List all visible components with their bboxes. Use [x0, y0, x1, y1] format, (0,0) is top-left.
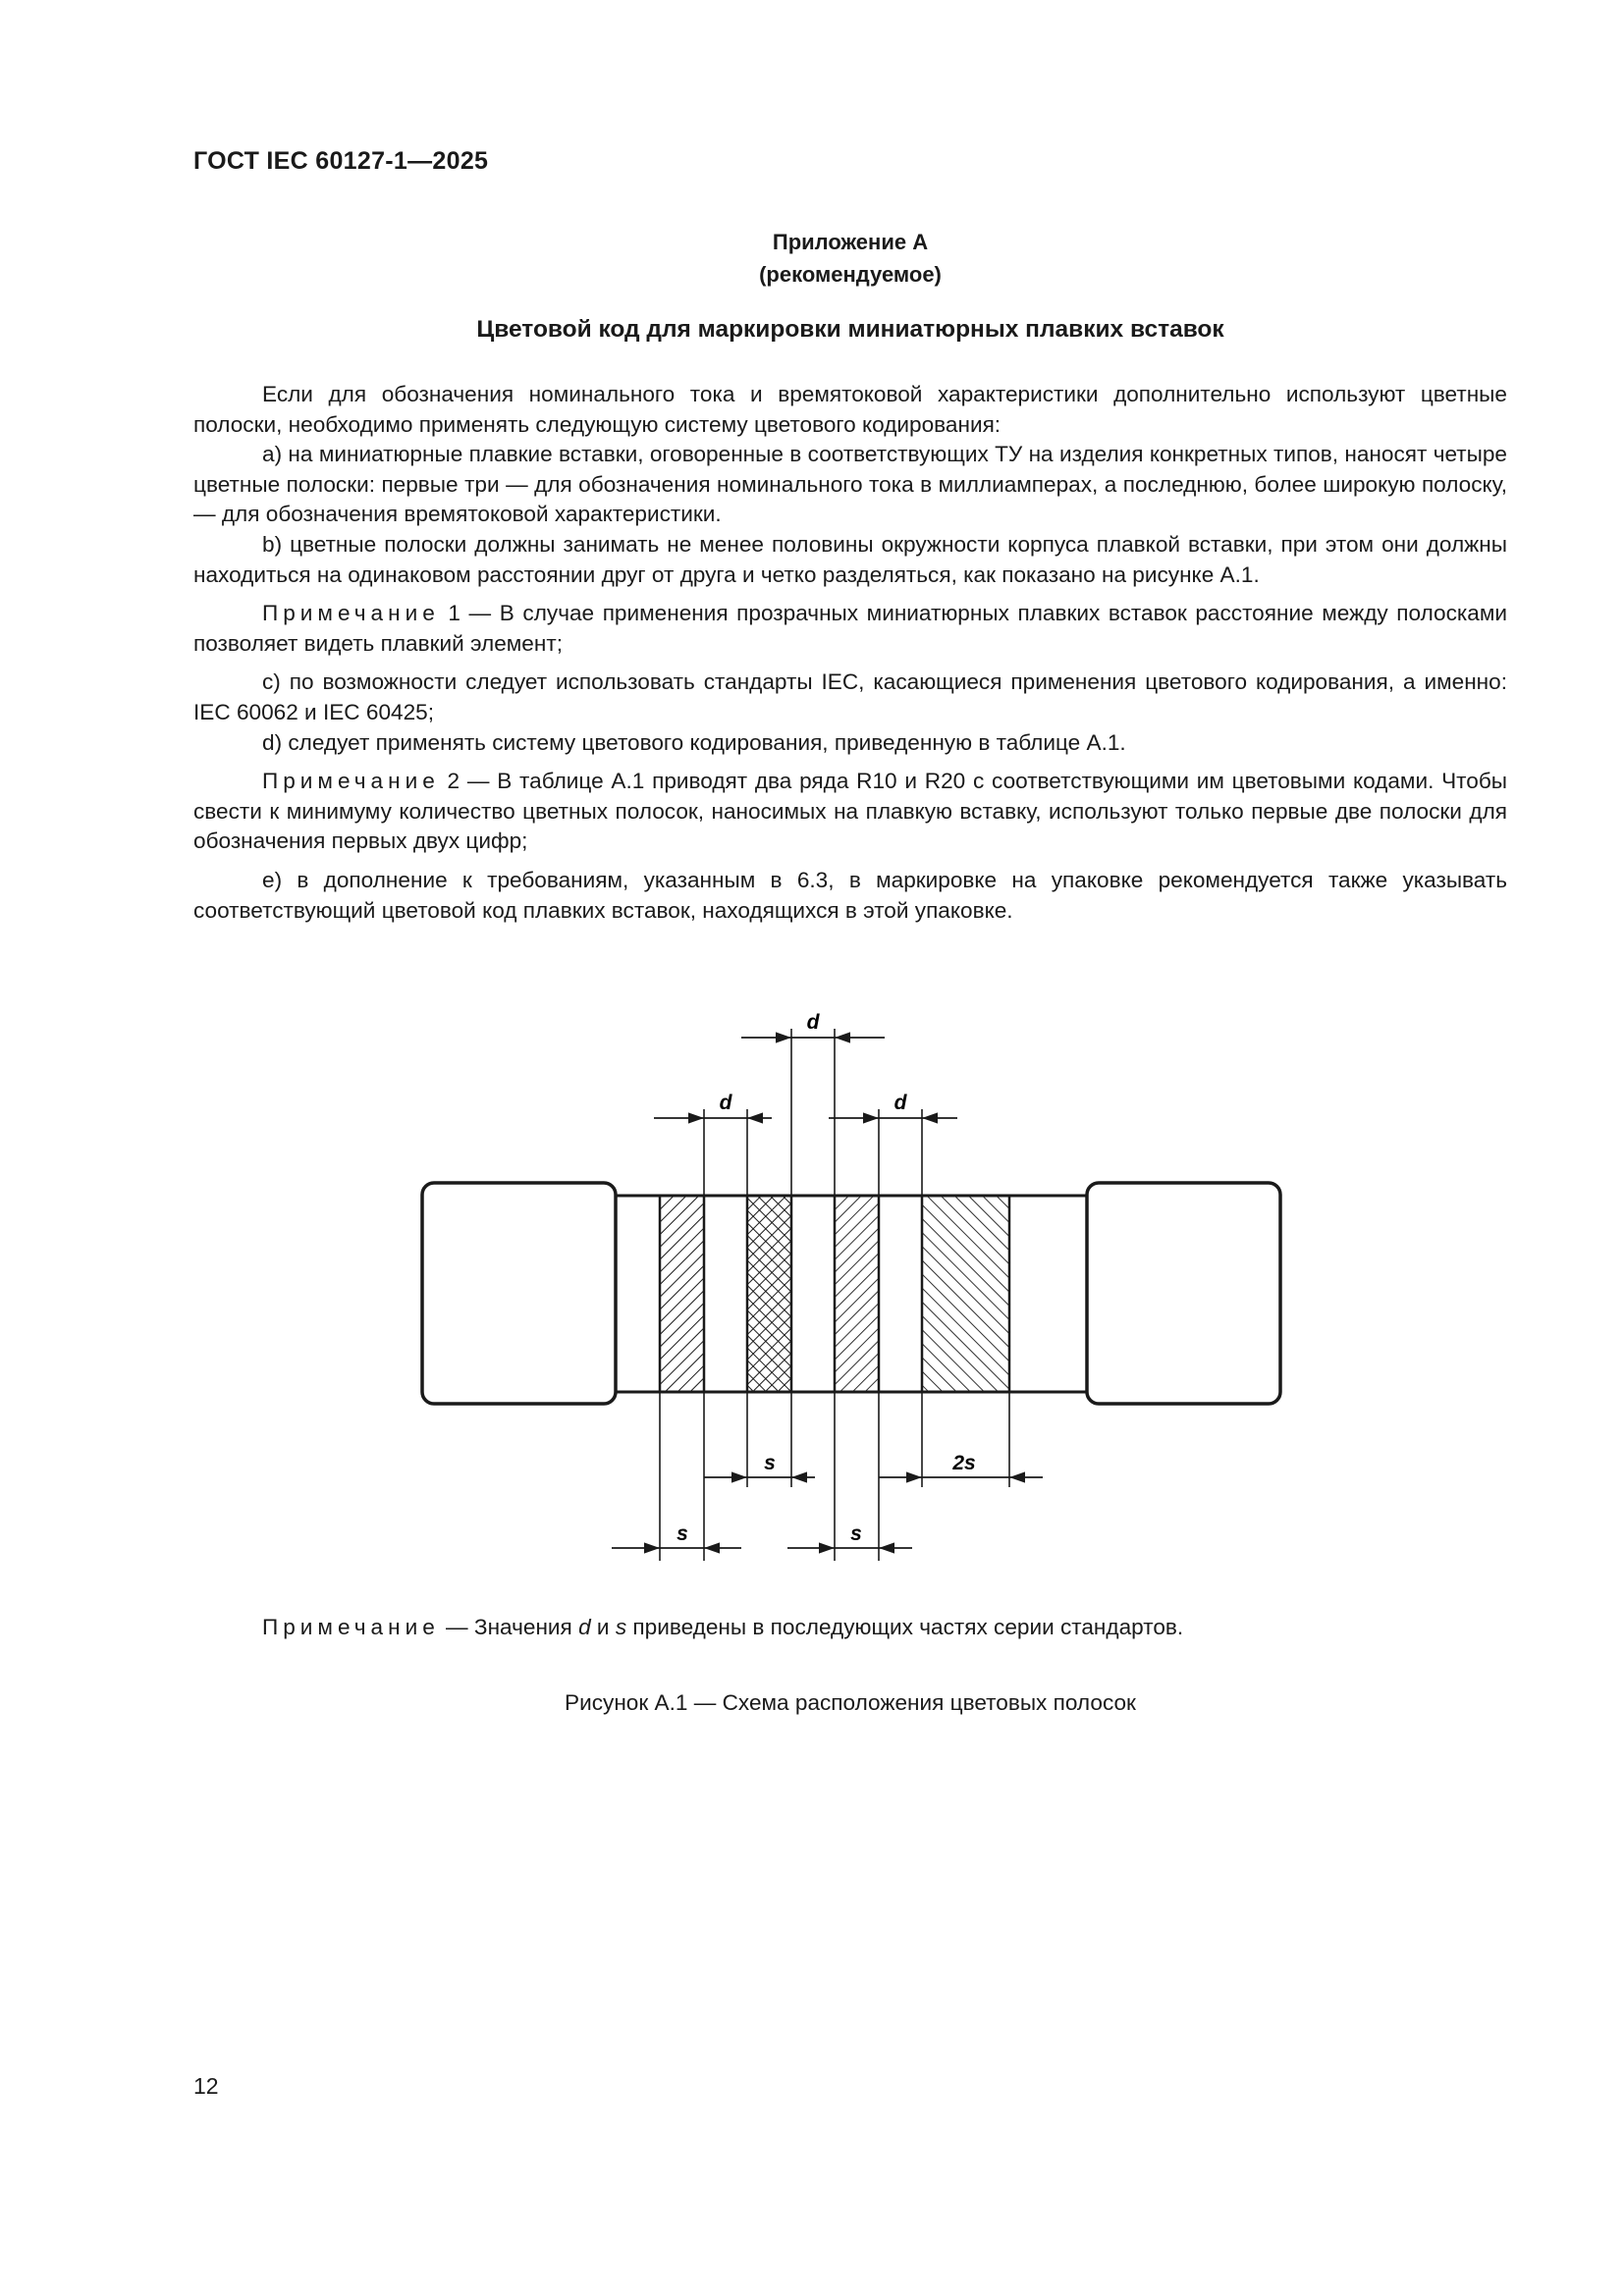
label-d-right: d	[893, 1092, 907, 1114]
figure-note-s: s	[615, 1615, 627, 1639]
fuse-diagram-svg	[403, 991, 1296, 1580]
body-text	[193, 380, 1507, 926]
figure-note-label: Примечание	[262, 1615, 440, 1639]
label-s-right: s	[850, 1522, 862, 1545]
annex-title: Приложение А	[772, 230, 929, 254]
extension-lines-top	[704, 1029, 922, 1196]
paragraph-intro: Если для обозначения номинального тока и времятоковой характеристики дополнительно используют цветные полоски, необходимо применять следующую систему цветового кодирования:	[193, 382, 1507, 437]
list-item-d: d) следует применять систему цветового кодирования, приведенную в таблице А.1.	[262, 729, 1126, 755]
list-item-c: c) по возможности следует использовать стандарты IEC, касающиеся применения цветового кодирования, а именно: IEC 60062 и IEC 60425;	[193, 669, 1507, 724]
color-stripe-2	[747, 1196, 791, 1392]
figure-note-d: d	[578, 1615, 591, 1639]
color-stripe-1	[660, 1196, 704, 1392]
list-item-b: b) цветные полоски должны занимать не менее половины окружности корпуса плавкой вставки, при этом они должны находиться на одинаковом расстоянии друг от друга и четко разделяться, как показано на рисунке А.1.	[193, 531, 1507, 587]
list-item-e: e) в дополнение к требованиям, указанным в 6.3, в маркировке на упаковке рекомендуется также указывать соответствующий цветовой код плавких вставок, находящихся в этой упаковке.	[193, 867, 1507, 923]
page-number: 12	[193, 2073, 219, 2099]
right-end-cap	[1087, 1183, 1280, 1404]
figure-note-pre: — Значения	[439, 1615, 579, 1639]
annex-heading	[193, 226, 1507, 291]
label-2s: 2s	[952, 1452, 976, 1474]
figure-note-post: приведены в последующих частях серии стандартов.	[626, 1615, 1184, 1639]
document-header: ГОСТ IEC 60127-1—2025	[193, 147, 489, 175]
figure-caption: Рисунок А.1 — Схема расположения цветовых полосок	[565, 1690, 1136, 1715]
color-stripe-3	[835, 1196, 879, 1392]
note-1-label: Примечание	[262, 601, 440, 626]
figure-note	[193, 1615, 1507, 1640]
list-item-a: a) на миниатюрные плавкие вставки, оговоренные в соответствующих ТУ на изделия конкретных типов, наносят четыре цветные полоски: первые три — для обозначения номинального тока в миллиамперах, а последнюю, более широкую полоску, — для обозначения времятоковой характеристики.	[193, 442, 1507, 527]
label-s-middle: s	[764, 1452, 776, 1474]
fuse-diagram	[403, 991, 1296, 1580]
label-d-left: d	[719, 1092, 732, 1114]
label-s-left: s	[677, 1522, 688, 1545]
left-end-cap	[422, 1183, 616, 1404]
annex-status: (рекомендуемое)	[759, 262, 942, 287]
extension-lines-bottom	[660, 1392, 1009, 1561]
color-stripe-4-wide	[922, 1196, 1009, 1392]
note-2-label: Примечание	[262, 769, 440, 794]
note-1	[193, 599, 1507, 659]
figure-note-mid: и	[590, 1615, 616, 1639]
note-2-text: 2 — В таблице А.1 приводят два ряда R10 и R20 с соответствующими им цветовыми кодами. Чтобы свести к минимуму количество цветных полосок, наносимых на плавкую вставку, используют только первые две полоски для обозначения первых двух цифр;	[193, 769, 1507, 854]
section-title: Цветовой код для маркировки миниатюрных плавких вставок	[476, 316, 1224, 343]
label-d-center: d	[806, 1011, 820, 1034]
note-1-text: 1 — В случае применения прозрачных миниатюрных плавких вставок расстояние между полосками позволяет видеть плавкий элемент;	[193, 601, 1507, 656]
note-2	[193, 767, 1507, 857]
